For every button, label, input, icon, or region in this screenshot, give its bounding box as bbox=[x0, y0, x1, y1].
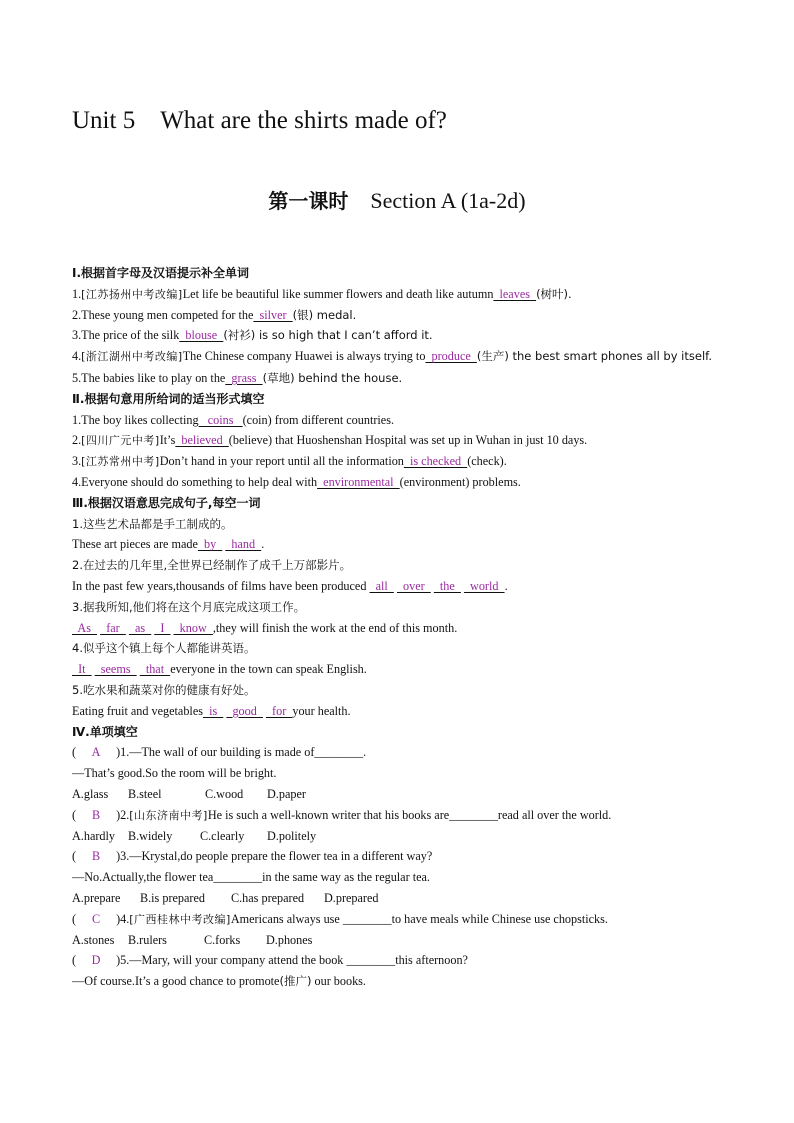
choice-answer: B bbox=[91, 807, 101, 822]
section-1-heading: Ⅰ.根据首字母及汉语提示补全单词 bbox=[72, 266, 250, 280]
answer: as bbox=[128, 620, 152, 635]
sec3-q3-english: As far as I know ,they will finish the work at the end of this month. bbox=[72, 620, 458, 635]
answer: is checked bbox=[403, 454, 468, 469]
choice-answer: D bbox=[91, 953, 101, 968]
exercise-content bbox=[72, 263, 732, 992]
choice-answer: C bbox=[91, 911, 101, 926]
answer: for bbox=[265, 703, 293, 718]
answer: is bbox=[202, 703, 224, 718]
sec3-q2-english: In the past few years,thousands of films have been produced all over the world . bbox=[72, 578, 508, 593]
answer: leaves bbox=[493, 286, 537, 301]
sec2-question-2: 2.[四川广元中考]It’s believed (believe) that Huoshenshan Hospital was set up in Wuhan in just 10 days. bbox=[72, 433, 588, 448]
answer: hand bbox=[225, 537, 262, 552]
answer: that bbox=[139, 662, 171, 677]
subtitle-chinese: 第一课时 bbox=[268, 189, 349, 213]
sec4-q5-response: —Of course.It’s a good chance to promote(推广) our books. bbox=[72, 974, 366, 989]
sec4-q1-options: A.glass B.steel C.wood D.paper bbox=[72, 786, 306, 801]
choice-answer: A bbox=[91, 745, 101, 760]
sec3-q3-chinese: 3.据我所知,他们将在这个月底完成这项工作。 bbox=[72, 599, 306, 614]
sec3-q1-chinese: 1.这些艺术品都是手工制成的。 bbox=[72, 516, 233, 531]
sec1-question-3: 3.The price of the silk blouse (衬衫) is so high that I can’t afford it. bbox=[72, 328, 433, 343]
sec1-question-2: 2.These young men competed for the silver (银) medal. bbox=[72, 307, 357, 322]
answer: good bbox=[226, 703, 263, 718]
answer: grass bbox=[225, 370, 263, 385]
sec3-q4-chinese: 4.似乎这个镇上每个人都能讲英语。 bbox=[72, 641, 256, 656]
answer: believed bbox=[175, 433, 229, 448]
sec4-question-4: ( C )4.[广西桂林中考改编]Americans always use ________to have meals while Chinese use chopsticks. bbox=[72, 909, 732, 930]
sec3-q4-english: It seems that everyone in the town can speak English. bbox=[72, 662, 367, 677]
answer: I bbox=[154, 620, 171, 635]
sec3-q5-english: Eating fruit and vegetables is good for your health. bbox=[72, 703, 351, 718]
answer: world bbox=[463, 578, 505, 593]
subtitle-english: Section A (1a-2d) bbox=[370, 188, 526, 213]
sec2-question-1: 1.The boy likes collecting coins (coin) from different countries. bbox=[72, 412, 394, 427]
answer: coins bbox=[198, 412, 243, 427]
answer: know bbox=[173, 620, 213, 635]
section-3-heading: Ⅲ.根据汉语意思完成句子,每空一词 bbox=[72, 495, 261, 510]
sec4-question-3: ( B )3.—Krystal,do people prepare the flower tea in a different way? bbox=[72, 846, 732, 867]
answer: blouse bbox=[179, 328, 224, 343]
sec4-q4-options: A.stones B.rulers C.forks D.phones bbox=[72, 932, 313, 947]
page-title: Unit 5 What are the shirts made of? bbox=[72, 107, 447, 134]
answer: all bbox=[369, 578, 394, 593]
choice-answer: B bbox=[91, 849, 101, 864]
answer: the bbox=[433, 578, 461, 593]
answer: over bbox=[396, 578, 431, 593]
answer: produce bbox=[425, 349, 477, 364]
sec4-question-5: ( D )5.—Mary, will your company attend the book ________this afternoon? bbox=[72, 950, 732, 971]
sec1-question-1: 1.[江苏扬州中考改编]Let life be beautiful like summer flowers and death like autumn leaves (树叶). bbox=[72, 286, 572, 301]
sec4-q3-options: A.prepare B.is prepared C.has prepared D.prepared bbox=[72, 890, 379, 905]
answer: by bbox=[197, 537, 223, 552]
answer: seems bbox=[94, 662, 137, 677]
sec3-q1-english: These art pieces are made by hand . bbox=[72, 537, 265, 552]
sec2-question-4: 4.Everyone should do something to help deal with environmental (environment) problems. bbox=[72, 474, 521, 489]
sec4-q1-response: —That’s good.So the room will be bright. bbox=[72, 766, 277, 781]
answer: silver bbox=[253, 307, 293, 322]
answer: As bbox=[72, 620, 98, 635]
sec1-question-4: 4.[浙江湖州中考改编]The Chinese company Huawei is always trying to produce (生产) the best smart phones all by itself. bbox=[72, 349, 713, 364]
sec4-q3-response: —No.Actually,the flower tea________in the same way as the regular tea. bbox=[72, 870, 430, 885]
sec4-q2-options: A.hardly B.widely C.clearly D.politely bbox=[72, 828, 317, 843]
sec3-q2-chinese: 2.在过去的几年里,全世界已经制作了成千上万部影片。 bbox=[72, 558, 352, 573]
answer: environmental bbox=[317, 474, 400, 489]
answer: It bbox=[72, 662, 92, 677]
answer: far bbox=[100, 620, 126, 635]
section-2-heading: Ⅱ.根据句意用所给词的适当形式填空 bbox=[72, 391, 265, 406]
sec2-question-3: 3.[江苏常州中考]Don’t hand in your report until all the information is checked (check). bbox=[72, 454, 507, 469]
section-4-heading: Ⅳ.单项填空 bbox=[72, 724, 138, 739]
sec4-question-1: ( A )1.—The wall of our building is made of________. bbox=[72, 742, 732, 763]
sec1-question-5: 5.The babies like to play on the grass (草地) behind the house. bbox=[72, 370, 403, 385]
section-subtitle bbox=[0, 185, 794, 214]
sec3-q5-chinese: 5.吃水果和蔬菜对你的健康有好处。 bbox=[72, 682, 256, 697]
sec4-question-2: ( B )2.[山东济南中考]He is such a well-known writer that his books are________read all over the world. bbox=[72, 805, 732, 826]
